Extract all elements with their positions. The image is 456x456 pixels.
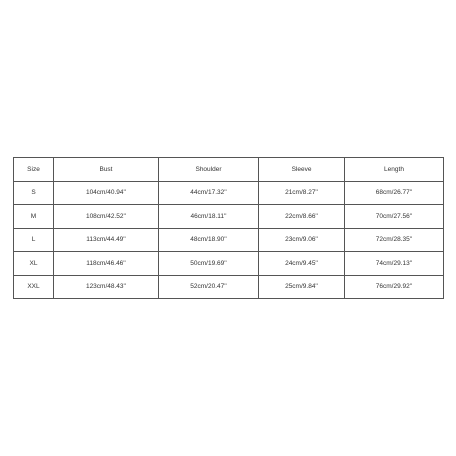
cell-length: 76cm/29.92'' xyxy=(345,275,444,299)
header-size: Size xyxy=(14,158,54,182)
cell-bust: 118cm/46.46'' xyxy=(54,252,159,276)
cell-shoulder: 50cm/19.69'' xyxy=(159,252,259,276)
cell-bust: 108cm/42.52'' xyxy=(54,205,159,229)
table-row xyxy=(14,205,444,229)
cell-shoulder: 48cm/18.90'' xyxy=(159,228,259,252)
cell-size: XL xyxy=(14,252,54,276)
cell-sleeve: 22cm/8.66'' xyxy=(259,205,345,229)
cell-sleeve: 23cm/9.06'' xyxy=(259,228,345,252)
header-row xyxy=(14,158,444,182)
cell-bust: 113cm/44.49'' xyxy=(54,228,159,252)
cell-sleeve: 21cm/8.27'' xyxy=(259,181,345,205)
cell-length: 68cm/26.77'' xyxy=(345,181,444,205)
cell-size: L xyxy=(14,228,54,252)
cell-size: S xyxy=(14,181,54,205)
header-bust: Bust xyxy=(54,158,159,182)
header-shoulder: Shoulder xyxy=(159,158,259,182)
cell-shoulder: 46cm/18.11'' xyxy=(159,205,259,229)
cell-length: 70cm/27.56'' xyxy=(345,205,444,229)
cell-sleeve: 24cm/9.45'' xyxy=(259,252,345,276)
size-chart-table xyxy=(13,157,444,299)
table-row xyxy=(14,181,444,205)
cell-size: XXL xyxy=(14,275,54,299)
cell-length: 72cm/28.35'' xyxy=(345,228,444,252)
cell-shoulder: 52cm/20.47'' xyxy=(159,275,259,299)
cell-sleeve: 25cm/9.84'' xyxy=(259,275,345,299)
cell-bust: 104cm/40.94'' xyxy=(54,181,159,205)
table-row xyxy=(14,275,444,299)
cell-bust: 123cm/48.43'' xyxy=(54,275,159,299)
cell-length: 74cm/29.13'' xyxy=(345,252,444,276)
cell-size: M xyxy=(14,205,54,229)
table-row xyxy=(14,228,444,252)
table-row xyxy=(14,252,444,276)
header-sleeve: Sleeve xyxy=(259,158,345,182)
header-length: Length xyxy=(345,158,444,182)
cell-shoulder: 44cm/17.32'' xyxy=(159,181,259,205)
